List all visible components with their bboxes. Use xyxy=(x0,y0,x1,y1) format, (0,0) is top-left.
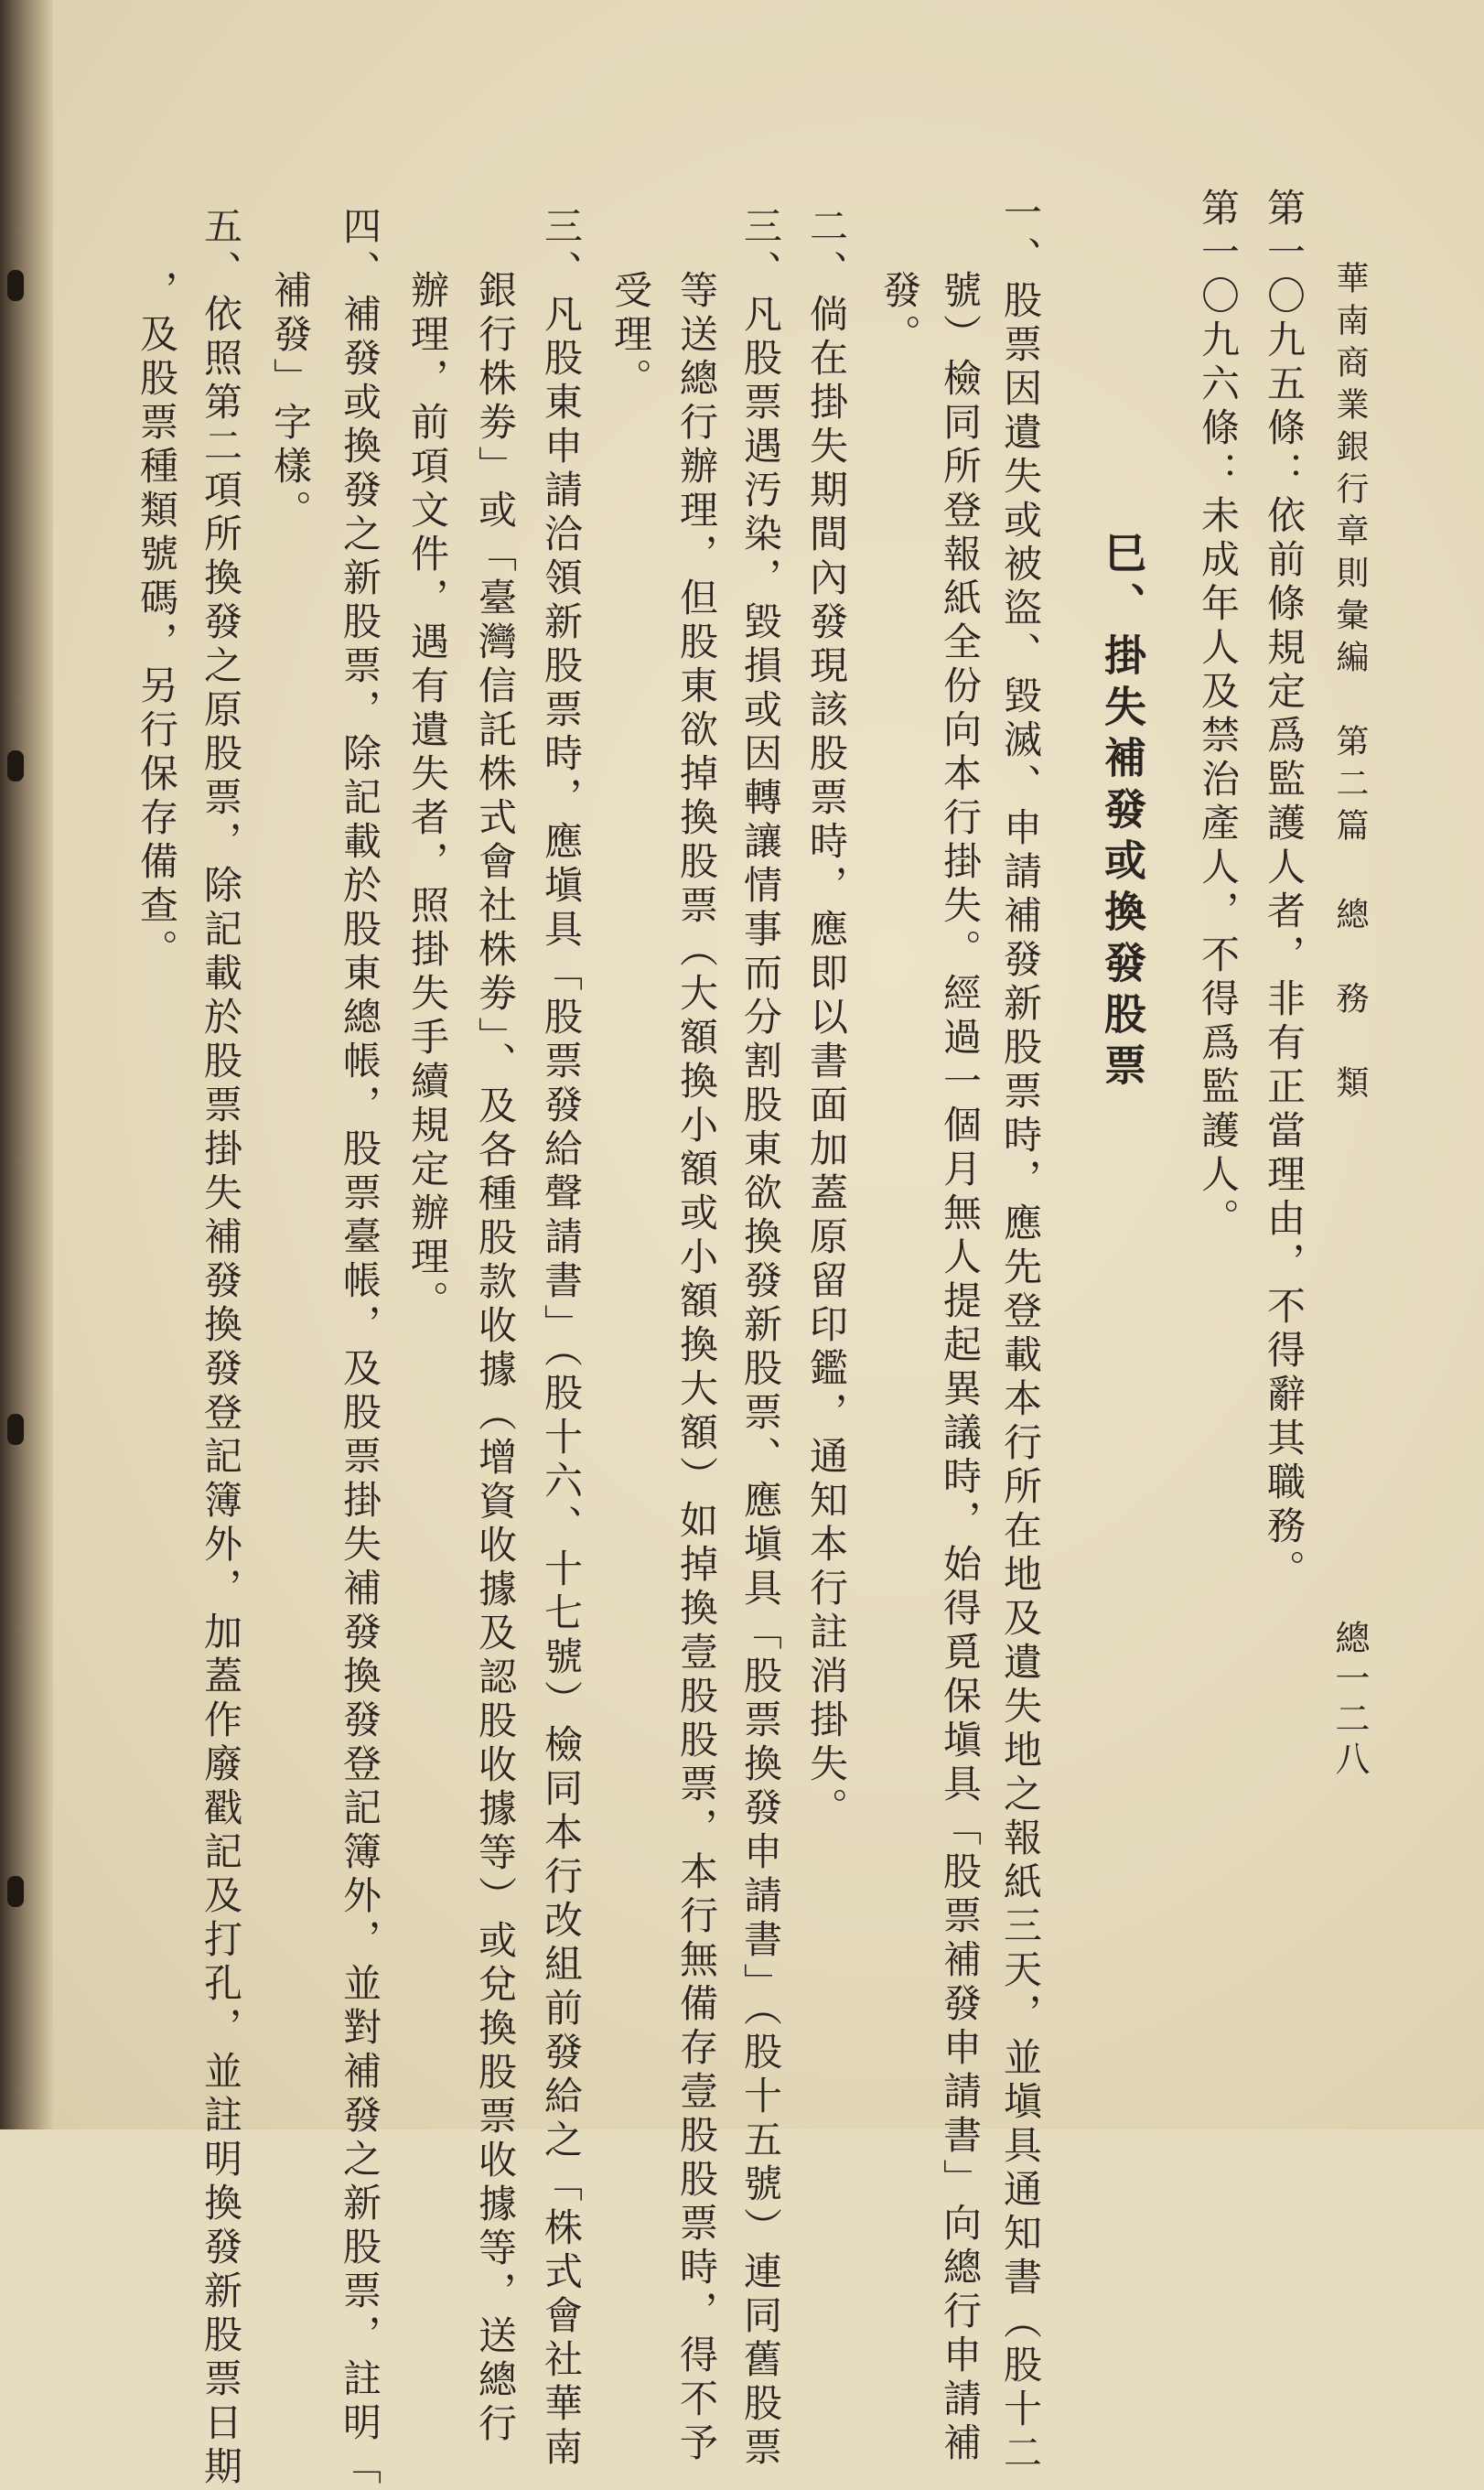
paragraph-line: 發。 xyxy=(877,270,922,358)
binding-stitch xyxy=(7,270,24,301)
book-header: 華南商業銀行章則彙編 第二篇 總 務 類 xyxy=(1331,261,1369,1107)
paragraph-line: ，及股票種類號碼，另行保存備查。 xyxy=(134,270,179,973)
paragraph-line: 一、股票因遺失或被盜、毀滅、申請補發新股票時，應先登載本行所在地及遺失地之報紙三天，並塡具通知書（股十二 xyxy=(998,192,1043,2476)
section-title: 巳、掛失補發或換發股票 xyxy=(1098,531,1147,1094)
binding-gutter xyxy=(0,0,53,2129)
article-1095: 第一〇九五條：依前條規定爲監護人者，非有正當理由，不得辭其職務。 xyxy=(1262,188,1307,1593)
binding-stitch xyxy=(7,1876,24,1907)
paragraph-line: 辦理，前項文件，遇有遺失者，照掛失手續規定辦理。 xyxy=(405,270,450,1324)
binding-stitch xyxy=(7,750,24,781)
paragraph-line: 等送總行辦理，但股東欲掉換股票（大額換小額或小額換大額）如掉換壹股股票，本行無備存壹股股票時，得不予 xyxy=(674,270,719,2466)
paragraph-line: 三、凡股票遇汚染，毀損或因轉讓情事而分割股東欲換發新股票、應塡具「股票換發申請書」（股十五號）連同舊股票 xyxy=(738,206,783,2471)
page-number: 總一二八 xyxy=(1329,1620,1370,1781)
binding-stitch xyxy=(7,1414,24,1445)
article-1096: 第一〇九六條：未成年人及禁治產人，不得爲監護人。 xyxy=(1196,188,1241,1242)
paragraph-line: 五、依照第二項所換發之原股票，除記載於股票掛失補發換發登記簿外，加蓋作廢戳記及打孔，並註明換發新股票日期 xyxy=(199,206,243,2490)
paragraph-line: 三、凡股東申請洽領新股票時，應塡具「股票發給聲請書」（股十六、十七號）檢同本行改組前發給之「株式會社華南 xyxy=(539,206,584,2471)
paragraph-line: 補發」字樣。 xyxy=(268,270,313,534)
paragraph-line: 四、補發或換發之新股票，除記載於股東總帳，股票臺帳，及股票掛失補發換發登記簿外，並對補發之新股票，註明「 xyxy=(338,206,382,2490)
paragraph-line: 二、倘在掛失期間內發現該股票時，應即以書面加蓋原留印鑑，通知本行註消掛失。 xyxy=(804,206,849,1831)
paragraph-line: 受理。 xyxy=(608,270,653,402)
paragraph-line: 銀行株劵」或「臺灣信託株式會社株劵」、及各種股款收據（增資收據及認股收據等）或兌換股票收據等，送總行 xyxy=(473,270,518,2447)
paragraph-line: 號）檢同所登報紙全份向本行掛失。經過一個月無人提起異議時，始得覓保塡具「股票補發申請書」向總行申請補 xyxy=(938,270,983,2466)
